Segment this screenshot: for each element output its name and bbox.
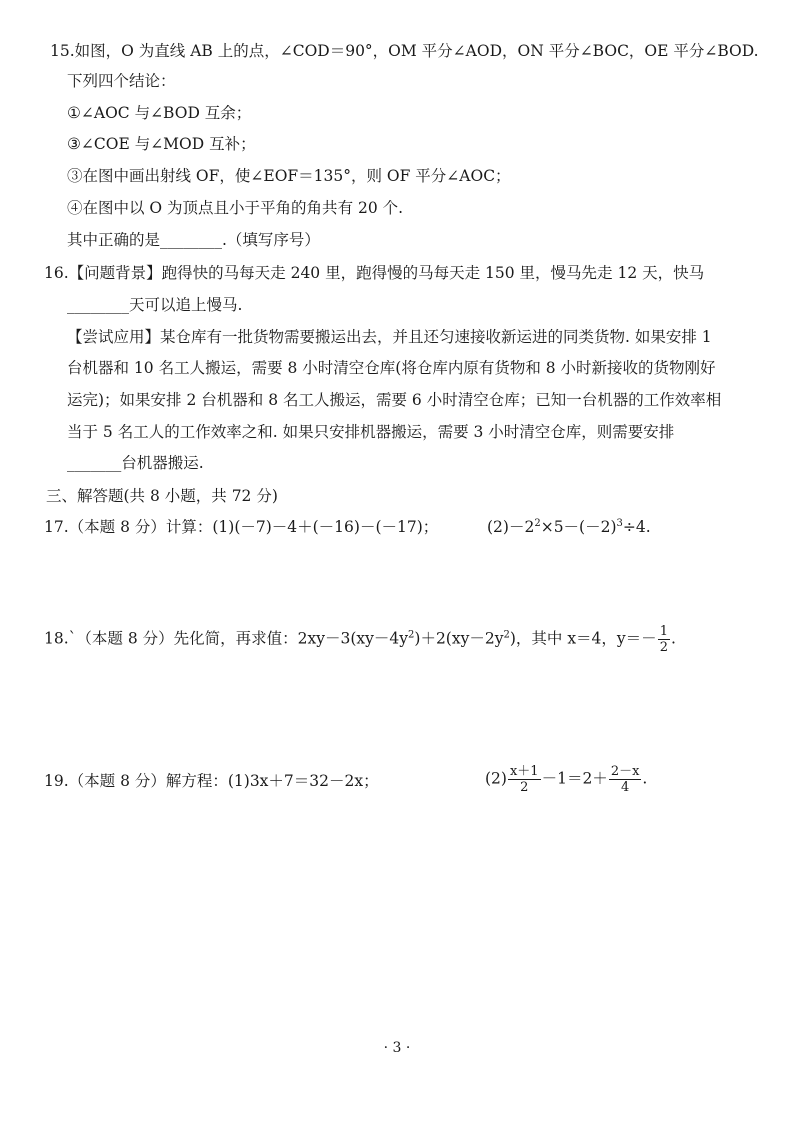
- fraction: $\frac{x+1}{2}$: [509, 764, 539, 795]
- q15-statement-1: ①∠AOC 与∠BOD 互余；: [67, 104, 252, 122]
- q17-part-1: 17.（本题 8 分）计算：(1)(－7)－4＋(－16)－(－17)；: [44, 518, 439, 536]
- q16-line-5: 运完)；如果安排 2 台机器和 8 名工人搬运，需要 6 小时清空仓库；已知一台机器的工作效率相: [67, 391, 722, 409]
- q16-line-7: _______台机器搬运.: [67, 454, 204, 472]
- q15-statement-3: ③在图中画出射线 OF，使∠EOF＝135°，则 OF 平分∠AOC；: [67, 167, 511, 185]
- q16-line-2: ________天可以追上慢马.: [67, 296, 243, 314]
- q15-statement-2: ③∠COE 与∠MOD 互补；: [67, 135, 256, 153]
- fraction: $\frac{1}{2}$: [659, 624, 668, 655]
- fraction: $\frac{2-x}{4}$: [610, 764, 640, 795]
- q15-line-2: 下列四个结论：: [67, 72, 176, 90]
- q17-part-2: $(2)-2^2\times 5-(-2)^3\div 4$.: [487, 517, 651, 536]
- q18-problem: 18.`（本题 8 分）先化简，再求值：$2xy-3(xy-4y^2)+2(xy-2y^2)$，其中 x＝4，y＝－ $\frac{1}{2}$ .: [44, 624, 676, 655]
- q16-line-6: 当于 5 名工人的工作效率之和. 如果只安排机器搬运，需要 3 小时清空仓库，则需要安排: [67, 423, 675, 441]
- q19-part-1: 19.（本题 8 分）解方程：(1)3x＋7＝32－2x；: [44, 772, 379, 790]
- q19-part-2: (2) $\frac{x+1}{2}$ －1＝2＋ $\frac{2-x}{4}$ .: [485, 764, 648, 795]
- q16-line-1: 16.【问题背景】跑得快的马每天走 240 里，跑得慢的马每天走 150 里，慢马先走 12 天，快马: [44, 264, 705, 282]
- q16-line-4: 台机器和 10 名工人搬运，需要 8 小时清空仓库(将仓库内原有货物和 8 小时新接收的货物刚好: [67, 359, 716, 377]
- q15-line-1: 15.如图，O 为直线 AB 上的点，∠COD＝90°，OM 平分∠AOD，ON 平分∠BOC，OE 平分∠BOD.: [50, 42, 759, 60]
- page-number: · 3 ·: [383, 1040, 411, 1056]
- q16-line-3: 【尝试应用】某仓库有一批货物需要搬运出去，并且还匀速接收新运进的同类货物. 如果安排 1: [67, 328, 712, 346]
- section-3-heading: 三、解答题(共 8 小题，共 72 分): [46, 487, 278, 505]
- q15-answer-prompt: 其中正确的是________.（填写序号）: [67, 231, 320, 249]
- q15-statement-4: ④在图中以 O 为顶点且小于平角的角共有 20 个.: [67, 199, 404, 217]
